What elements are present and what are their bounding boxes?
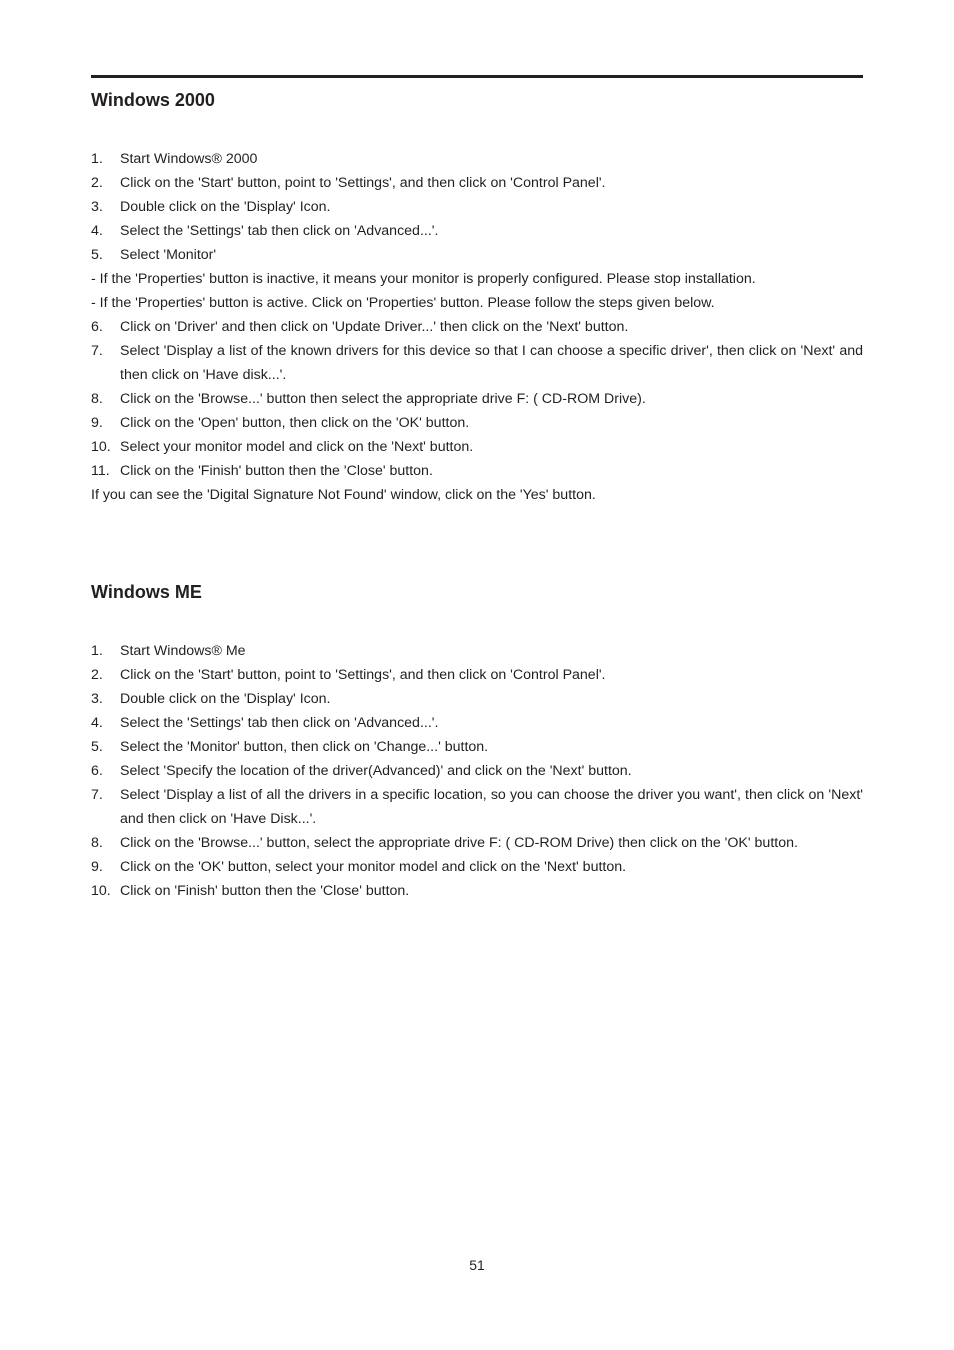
- list-item: [91, 147, 863, 171]
- item-text: Click on the 'Start' button, point to 'Settings', and then click on 'Control Panel'.: [120, 667, 606, 683]
- item-number: 6.: [91, 319, 103, 335]
- list-item: [91, 639, 863, 663]
- item-text: Click on 'Driver' and then click on 'Update Driver...' then click on the 'Next' button.: [120, 319, 629, 335]
- list-item: [91, 243, 863, 267]
- item-text: - If the 'Properties' button is inactive, it means your monitor is properly configured. Please stop installation.: [91, 271, 756, 287]
- item-text: Click on 'Finish' button then the 'Close' button.: [120, 883, 410, 899]
- item-text: Double click on the 'Display' Icon.: [120, 199, 331, 215]
- section-title: Windows 2000: [91, 90, 215, 110]
- list-item: [91, 219, 863, 243]
- item-text: Select the 'Settings' tab then click on 'Advanced...'.: [120, 715, 439, 731]
- item-number: 5.: [91, 739, 103, 755]
- list-item: [91, 735, 863, 759]
- list-item: [91, 855, 863, 879]
- item-text: Select 'Display a list of the known drivers for this device so that I can choose a specific driver', then click on 'Next' and then click on 'Have disk...'.: [120, 343, 863, 383]
- item-number: 6.: [91, 763, 103, 779]
- item-number: 5.: [91, 247, 103, 263]
- item-text: Double click on the 'Display' Icon.: [120, 691, 331, 707]
- item-text: Select 'Specify the location of the driver(Advanced)' and click on the 'Next' button.: [120, 763, 632, 779]
- item-number: 3.: [91, 199, 103, 215]
- item-text: Click on the 'OK' button, select your monitor model and click on the 'Next' button.: [120, 859, 627, 875]
- section-windows-2000: [91, 89, 863, 507]
- list-item: [91, 435, 863, 459]
- list-item: [91, 315, 863, 339]
- list-item: [91, 711, 863, 735]
- item-number: 4.: [91, 715, 103, 731]
- instruction-list: [91, 147, 863, 507]
- item-text: Click on the 'Browse...' button, select the appropriate drive F: ( CD-ROM Drive) then click on the 'OK' button.: [120, 835, 798, 851]
- list-item: [91, 339, 863, 387]
- item-number: 10.: [91, 883, 111, 899]
- item-text: Start Windows® Me: [120, 643, 246, 659]
- list-item: [91, 483, 863, 507]
- item-number: 9.: [91, 859, 103, 875]
- item-text: Click on the 'Open' button, then click on the 'OK' button.: [120, 415, 470, 431]
- list-item: [91, 783, 863, 831]
- item-number: 1.: [91, 643, 103, 659]
- list-item: [91, 663, 863, 687]
- list-item: [91, 171, 863, 195]
- item-text: Click on the 'Start' button, point to 'Settings', and then click on 'Control Panel'.: [120, 175, 606, 191]
- item-number: 4.: [91, 223, 103, 239]
- item-text: Click on the 'Browse...' button then select the appropriate drive F: ( CD-ROM Drive).: [120, 391, 646, 407]
- item-text: Select 'Monitor': [120, 247, 217, 263]
- list-item: [91, 387, 863, 411]
- item-number: 9.: [91, 415, 103, 431]
- list-item: [91, 291, 863, 315]
- item-text: Select your monitor model and click on the 'Next' button.: [120, 439, 474, 455]
- list-item: [91, 687, 863, 711]
- item-number: 3.: [91, 691, 103, 707]
- item-number: 7.: [91, 343, 103, 359]
- list-item: [91, 267, 863, 291]
- item-number: 10.: [91, 439, 111, 455]
- item-text: If you can see the 'Digital Signature Not Found' window, click on the 'Yes' button.: [91, 487, 596, 503]
- top-rule: [91, 75, 863, 78]
- list-item: [91, 831, 863, 855]
- list-item: [91, 459, 863, 483]
- list-item: [91, 411, 863, 435]
- item-text: Start Windows® 2000: [120, 151, 258, 167]
- item-number: 8.: [91, 391, 103, 407]
- item-text: Select 'Display a list of all the drivers in a specific location, so you can choose the driver you want', then click on 'Next' and then click on 'Have Disk...'.: [120, 787, 863, 827]
- item-text: Click on the 'Finish' button then the 'Close' button.: [120, 463, 433, 479]
- item-text: - If the 'Properties' button is active. Click on 'Properties' button. Please follow the steps given below.: [91, 295, 715, 311]
- item-number: 8.: [91, 835, 103, 851]
- section-title: Windows ME: [91, 582, 202, 602]
- item-text: Select the 'Monitor' button, then click on 'Change...' button.: [120, 739, 489, 755]
- item-text: Select the 'Settings' tab then click on 'Advanced...'.: [120, 223, 439, 239]
- item-number: 7.: [91, 787, 103, 803]
- section-windows-me: [91, 581, 863, 903]
- item-number: 1.: [91, 151, 103, 167]
- list-item: [91, 879, 863, 903]
- list-item: [91, 759, 863, 783]
- instruction-list: [91, 639, 863, 903]
- list-item: [91, 195, 863, 219]
- item-number: 2.: [91, 175, 103, 191]
- item-number: 11.: [91, 463, 110, 479]
- page-number: 51: [469, 1257, 485, 1273]
- item-number: 2.: [91, 667, 103, 683]
